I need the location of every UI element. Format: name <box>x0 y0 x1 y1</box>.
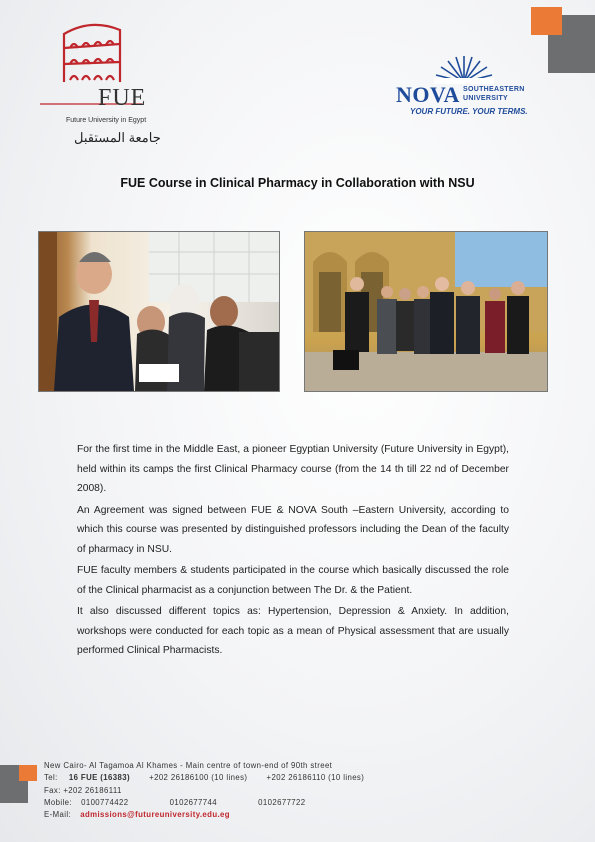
footer-tel-1: +202 26186100 (10 lines) <box>149 773 248 783</box>
corner-square-orange-top <box>531 7 562 35</box>
footer-mobile-1: 0100774422 <box>81 797 129 807</box>
footer-tel-row <box>44 772 364 784</box>
workshop-photo-illustration <box>39 232 279 391</box>
footer-address: New Cairo- Al Tagamoa Al Khames - Main centre of town-end of 90th street <box>44 761 333 770</box>
footer-email-label: E-Mail: <box>44 810 72 820</box>
nsu-logo-line2: UNIVERSITY <box>463 95 509 102</box>
footer-tel-label: Tel: <box>44 773 58 783</box>
paragraph-4: It also discussed different topics as: Hypertension, Depression & Anxiety. In addition, workshops were conducted for each topic as a mean of Physical assessment that are usually performed Clinical Pharmacists. <box>77 606 509 656</box>
group-photo-illustration <box>305 232 547 391</box>
corner-square-orange-bottom <box>19 765 37 781</box>
nsu-logo-name: NOVA <box>396 82 460 107</box>
sunburst-icon <box>434 52 494 84</box>
paragraph-3: FUE faculty members & students participated in the course which basically discussed the role of the Clinical pharmacist as a conjunction between The Dr. & the Patient. <box>77 565 509 596</box>
nsu-logo-fullname <box>463 85 525 103</box>
fue-logo-name: FUE <box>98 85 147 111</box>
fue-logo <box>36 12 161 145</box>
footer-email-link[interactable]: admissions@futureuniversity.edu.eg <box>80 810 230 820</box>
footer-mobile-row <box>44 797 364 809</box>
contact-footer <box>44 760 364 821</box>
paragraph-2: An Agreement was signed between FUE & NOVA South –Eastern University, according to which this course was presented by distinguished professors including the Dean of the faculty of pharmacy in NSU. <box>77 504 509 555</box>
footer-mobile-3: 0102677722 <box>258 797 306 807</box>
fue-logo-subtitle: Future University in Egypt <box>66 117 147 124</box>
footer-mobile-2: 0102677744 <box>169 797 217 807</box>
footer-tel-hotline: 16 FUE (16383) <box>68 773 130 783</box>
footer-fax: Fax: +202 26186111 <box>44 785 122 795</box>
photo-group <box>304 231 548 392</box>
page-title: FUE Course in Clinical Pharmacy in Collaboration with NSU <box>120 176 475 190</box>
nsu-logo-line1: SOUTHEASTERN <box>463 86 525 93</box>
photo-workshop <box>38 231 280 392</box>
article-body <box>77 440 509 663</box>
footer-email-row <box>44 809 364 821</box>
footer-tel-2: +202 26186110 (10 lines) <box>266 773 365 783</box>
paragraph-1: For the first time in the Middle East, a pioneer Egyptian University (Future University in Egypt), held within its camps the first Clinical Pharmacy course (from the 14 th till 22 nd of December 2008). <box>77 444 509 494</box>
footer-mobile-label: Mobile: <box>44 797 72 807</box>
fue-logo-arabic: جامعة المستقبل <box>74 130 161 145</box>
nsu-logo-tagline: YOUR FUTURE. YOUR TERMS. <box>410 107 528 116</box>
nsu-logo <box>396 52 536 122</box>
